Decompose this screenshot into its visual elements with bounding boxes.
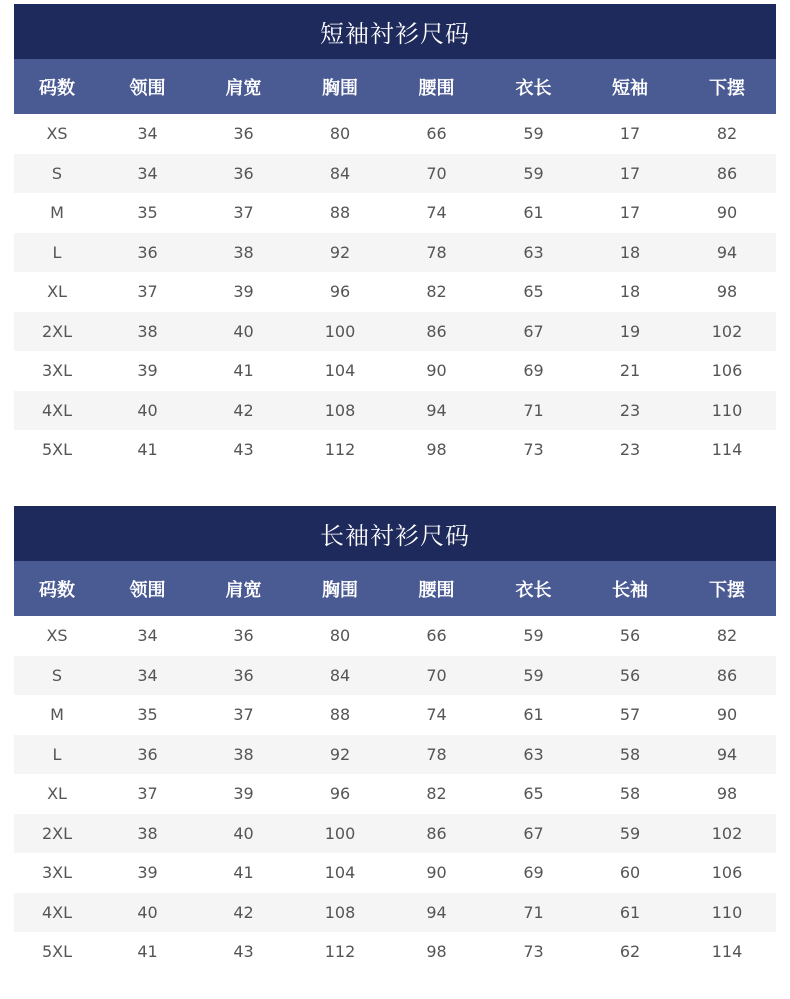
measurement-cell: 94	[716, 242, 738, 262]
measurement-cell: 36	[233, 665, 254, 685]
measurement-cell: 58	[619, 744, 641, 764]
size-label-cell: L	[52, 744, 62, 764]
measurement-cell: 38	[137, 321, 158, 341]
long-sleeve-size-table	[14, 506, 776, 972]
measurement-cell: 112	[324, 942, 356, 962]
measurement-cell: 38	[137, 823, 158, 843]
measurement-cell: 86	[716, 163, 738, 183]
table-row	[14, 430, 776, 470]
table-header-row	[14, 561, 776, 616]
measurement-cell: 56	[619, 665, 641, 685]
measurement-cell: 86	[716, 665, 738, 685]
measurement-cell: 94	[426, 902, 447, 922]
measurement-cell: 37	[137, 784, 158, 804]
header-cell: 胸围	[322, 77, 358, 99]
measurement-cell: 80	[329, 124, 351, 144]
measurement-cell: 82	[716, 124, 738, 144]
measurement-cell: 100	[324, 823, 356, 843]
size-label-cell: XS	[46, 626, 68, 646]
measurement-cell: 74	[426, 705, 447, 725]
measurement-cell: 110	[711, 902, 743, 922]
table-row	[14, 735, 776, 775]
measurement-cell: 59	[523, 626, 544, 646]
table-body	[14, 114, 776, 470]
measurement-cell: 70	[426, 665, 447, 685]
measurement-cell: 41	[137, 942, 158, 962]
table-row	[14, 853, 776, 893]
measurement-cell: 90	[716, 203, 738, 223]
measurement-cell: 67	[523, 321, 544, 341]
header-cell: 长袖	[612, 579, 648, 601]
measurement-cell: 86	[426, 321, 447, 341]
table-header-row	[14, 59, 776, 114]
measurement-cell: 37	[233, 203, 254, 223]
header-cell: 领围	[129, 77, 166, 99]
measurement-cell: 40	[233, 321, 254, 341]
size-label-cell: XL	[47, 282, 67, 302]
measurement-cell: 40	[137, 902, 158, 922]
header-cell: 领围	[129, 579, 166, 601]
header-cell: 衣长	[515, 579, 552, 601]
table-body	[14, 616, 776, 972]
measurement-cell: 41	[233, 361, 254, 381]
size-label-cell: 3XL	[41, 361, 73, 381]
header-cell: 衣长	[515, 77, 552, 99]
measurement-cell: 59	[523, 163, 544, 183]
measurement-cell: 98	[716, 784, 738, 804]
size-label-cell: M	[50, 705, 64, 725]
measurement-cell: 37	[137, 282, 158, 302]
measurement-cell: 78	[426, 242, 447, 262]
measurement-cell: 17	[619, 163, 641, 183]
measurement-cell: 65	[523, 282, 544, 302]
size-label-cell: 2XL	[41, 321, 73, 341]
header-cell: 肩宽	[225, 77, 262, 99]
measurement-cell: 21	[619, 361, 641, 381]
measurement-cell: 63	[523, 242, 544, 262]
table-row	[14, 814, 776, 854]
measurement-cell: 60	[619, 863, 641, 883]
measurement-cell: 41	[233, 863, 254, 883]
table-row	[14, 932, 776, 972]
table-row	[14, 616, 776, 656]
measurement-cell: 88	[329, 705, 351, 725]
measurement-cell: 98	[426, 440, 447, 460]
measurement-cell: 42	[233, 902, 254, 922]
measurement-cell: 36	[233, 626, 254, 646]
measurement-cell: 39	[233, 282, 254, 302]
measurement-cell: 40	[137, 400, 158, 420]
header-cell: 码数	[39, 77, 75, 99]
table-row	[14, 391, 776, 431]
measurement-cell: 110	[711, 400, 743, 420]
measurement-cell: 18	[619, 242, 641, 262]
measurement-cell: 36	[233, 124, 254, 144]
header-cell: 胸围	[322, 579, 358, 601]
size-label-cell: XS	[46, 124, 68, 144]
measurement-cell: 17	[619, 203, 641, 223]
measurement-cell: 104	[324, 863, 356, 883]
table-row	[14, 351, 776, 391]
measurement-cell: 69	[523, 361, 544, 381]
measurement-cell: 86	[426, 823, 447, 843]
measurement-cell: 108	[324, 400, 356, 420]
measurement-cell: 41	[137, 440, 158, 460]
measurement-cell: 19	[619, 321, 641, 341]
measurement-cell: 59	[523, 124, 544, 144]
measurement-cell: 42	[233, 400, 254, 420]
measurement-cell: 94	[426, 400, 447, 420]
measurement-cell: 112	[324, 440, 356, 460]
measurement-cell: 106	[711, 863, 743, 883]
measurement-cell: 59	[619, 823, 641, 843]
measurement-cell: 57	[619, 705, 641, 725]
size-label-cell: M	[50, 203, 64, 223]
measurement-cell: 62	[619, 942, 641, 962]
measurement-cell: 108	[324, 902, 356, 922]
measurement-cell: 36	[233, 163, 254, 183]
table-row	[14, 656, 776, 696]
table-row	[14, 695, 776, 735]
measurement-cell: 35	[137, 203, 158, 223]
measurement-cell: 82	[716, 626, 738, 646]
measurement-cell: 102	[711, 321, 743, 341]
measurement-cell: 39	[233, 784, 254, 804]
measurement-cell: 23	[619, 440, 641, 460]
measurement-cell: 84	[329, 665, 351, 685]
table-row	[14, 193, 776, 233]
measurement-cell: 34	[137, 626, 158, 646]
measurement-cell: 61	[619, 902, 641, 922]
measurement-cell: 69	[523, 863, 544, 883]
measurement-cell: 94	[716, 744, 738, 764]
measurement-cell: 70	[426, 163, 447, 183]
measurement-cell: 80	[329, 626, 351, 646]
table-row	[14, 774, 776, 814]
measurement-cell: 63	[523, 744, 544, 764]
size-label-cell: 5XL	[41, 942, 73, 962]
size-label-cell: 5XL	[41, 440, 73, 460]
measurement-cell: 35	[137, 705, 158, 725]
measurement-cell: 114	[711, 440, 743, 460]
table-row	[14, 114, 776, 154]
header-cell: 码数	[39, 579, 75, 601]
short-sleeve-size-table	[14, 4, 776, 470]
header-cell: 下摆	[709, 77, 745, 99]
header-cell: 下摆	[709, 579, 745, 601]
measurement-cell: 78	[426, 744, 447, 764]
measurement-cell: 100	[324, 321, 356, 341]
size-label-cell: 3XL	[41, 863, 73, 883]
measurement-cell: 39	[137, 863, 158, 883]
table-row	[14, 233, 776, 273]
measurement-cell: 61	[523, 705, 544, 725]
measurement-cell: 34	[137, 163, 158, 183]
measurement-cell: 36	[137, 744, 158, 764]
measurement-cell: 59	[523, 665, 544, 685]
header-cell: 肩宽	[225, 579, 262, 601]
measurement-cell: 71	[523, 902, 544, 922]
table-row	[14, 272, 776, 312]
measurement-cell: 90	[426, 863, 447, 883]
measurement-cell: 61	[523, 203, 544, 223]
measurement-cell: 74	[426, 203, 447, 223]
measurement-cell: 96	[329, 784, 351, 804]
measurement-cell: 88	[329, 203, 351, 223]
table-row	[14, 893, 776, 933]
measurement-cell: 67	[523, 823, 544, 843]
measurement-cell: 40	[233, 823, 254, 843]
size-label-cell: 2XL	[41, 823, 73, 843]
measurement-cell: 38	[233, 242, 254, 262]
header-cell: 短袖	[612, 77, 648, 99]
measurement-cell: 17	[619, 124, 641, 144]
table-title: 长袖衬衫尺码	[14, 506, 776, 561]
measurement-cell: 71	[523, 400, 544, 420]
measurement-cell: 98	[716, 282, 738, 302]
table-row	[14, 154, 776, 194]
measurement-cell: 102	[711, 823, 743, 843]
size-label-cell: XL	[47, 784, 67, 804]
table-row	[14, 312, 776, 352]
measurement-cell: 73	[523, 942, 544, 962]
measurement-cell: 106	[711, 361, 743, 381]
size-label-cell: S	[51, 665, 63, 685]
measurement-cell: 37	[233, 705, 254, 725]
measurement-cell: 104	[324, 361, 356, 381]
measurement-cell: 66	[426, 626, 447, 646]
measurement-cell: 90	[716, 705, 738, 725]
measurement-cell: 38	[233, 744, 254, 764]
measurement-cell: 43	[233, 942, 254, 962]
size-label-cell: L	[52, 242, 62, 262]
header-cell: 腰围	[418, 77, 455, 99]
measurement-cell: 65	[523, 784, 544, 804]
header-cell: 腰围	[418, 579, 455, 601]
measurement-cell: 82	[426, 784, 447, 804]
measurement-cell: 73	[523, 440, 544, 460]
measurement-cell: 66	[426, 124, 447, 144]
measurement-cell: 114	[711, 942, 743, 962]
size-label-cell: 4XL	[41, 400, 73, 420]
measurement-cell: 34	[137, 665, 158, 685]
measurement-cell: 84	[329, 163, 351, 183]
size-label-cell: S	[51, 163, 63, 183]
measurement-cell: 82	[426, 282, 447, 302]
measurement-cell: 34	[137, 124, 158, 144]
measurement-cell: 98	[426, 942, 447, 962]
measurement-cell: 90	[426, 361, 447, 381]
measurement-cell: 92	[329, 744, 351, 764]
measurement-cell: 18	[619, 282, 641, 302]
table-title: 短袖衬衫尺码	[14, 4, 776, 59]
measurement-cell: 58	[619, 784, 641, 804]
measurement-cell: 92	[329, 242, 351, 262]
measurement-cell: 96	[329, 282, 351, 302]
measurement-cell: 36	[137, 242, 158, 262]
measurement-cell: 56	[619, 626, 641, 646]
measurement-cell: 43	[233, 440, 254, 460]
measurement-cell: 23	[619, 400, 641, 420]
size-label-cell: 4XL	[41, 902, 73, 922]
measurement-cell: 39	[137, 361, 158, 381]
